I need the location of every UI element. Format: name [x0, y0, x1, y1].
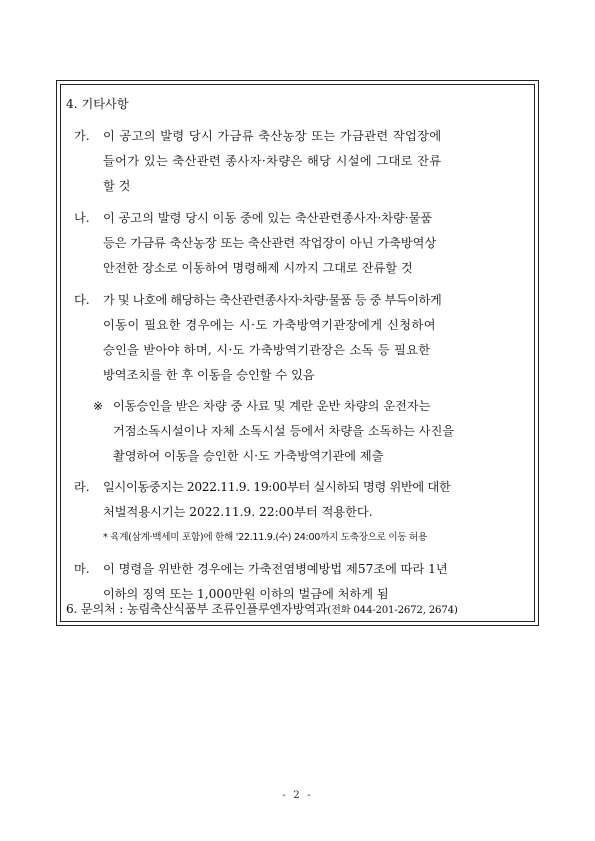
- section-4-heading: 4. 기타사항: [66, 97, 129, 111]
- section-6-phone: (전화 044-201-2672, 2674): [327, 605, 458, 616]
- item-ra-marker: 라.: [74, 480, 90, 494]
- item-ma-marker: 마.: [74, 562, 90, 576]
- item-ga-marker: 가.: [74, 129, 90, 143]
- item-na-marker: 나.: [74, 211, 90, 225]
- item-na-line-3: 안전한 장소로 이동하여 명령해제 시까지 그대로 잔류할 것: [103, 261, 413, 275]
- note-line-2: 거점소독시설이나 자체 소독시설 등에서 차량을 소독하는 사진을: [113, 424, 455, 438]
- item-da-marker: 다.: [74, 293, 90, 307]
- item-ga-line-1: 이 공고의 발령 당시 가금류 축산농장 또는 가금관련 작업장에: [103, 129, 442, 143]
- item-da-line-2: 이동이 필요한 경우에는 시·도 가축방역기관장에게 신청하여: [103, 318, 437, 332]
- item-na-line-1: 이 공고의 발령 당시 이동 중에 있는 축산관련종사자·차량·물품: [103, 211, 433, 225]
- item-ma-line-2: 이하의 징역 또는 1,000만원 이하의 벌금에 처하게 됨: [103, 587, 389, 601]
- note-marker: ※: [93, 399, 104, 413]
- section-6-text: 6. 문의처 : 농림축산식품부 조류인플루엔자방역과: [66, 602, 328, 616]
- item-da-line-1: 가 및 나호에 해당하는 축산관련종사자·차량·물품 등 중 부득이하게: [103, 293, 442, 307]
- item-ra-line-2: 처벌적용시기는 2022.11.9. 22:00부터 적용한다.: [103, 505, 373, 519]
- item-da-line-3: 승인을 받아야 하며, 시·도 가축방역기관장은 소독 등 필요한: [103, 343, 431, 357]
- section-6-contact: [66, 603, 458, 616]
- item-ga-line-2: 들어가 있는 축산관련 종사자·차량은 해당 시설에 그대로 잔류: [103, 154, 442, 168]
- item-ra-line-1: 일시이동중지는 2022.11.9. 19:00부터 실시하되 명령 위반에 대한: [103, 480, 451, 494]
- item-na-line-2: 등은 가금류 축산농장 또는 축산관련 작업장이 아닌 가축방역상: [103, 236, 437, 250]
- item-ga-line-3: 할 것: [103, 179, 131, 193]
- item-ma-line-1: 이 명령을 위반한 경우에는 가축전염병예방법 제57조에 따라 1년: [103, 562, 448, 576]
- page-number: - 2 -: [282, 789, 313, 801]
- note-line-3: 촬영하여 이동을 승인한 시·도 가축방역기관에 제출: [113, 449, 384, 463]
- item-da-line-4: 방역조치를 한 후 이동을 승인할 수 있음: [103, 368, 315, 382]
- note-line-1: 이동승인을 받은 차량 중 사료 및 계란 운반 차량의 운전자는: [113, 399, 431, 413]
- item-ra-footnote: * 육계(삼계·백세미 포함)에 한해 '22.11.9.(수) 24:00까지 도축장으로 이동 허용: [103, 532, 427, 543]
